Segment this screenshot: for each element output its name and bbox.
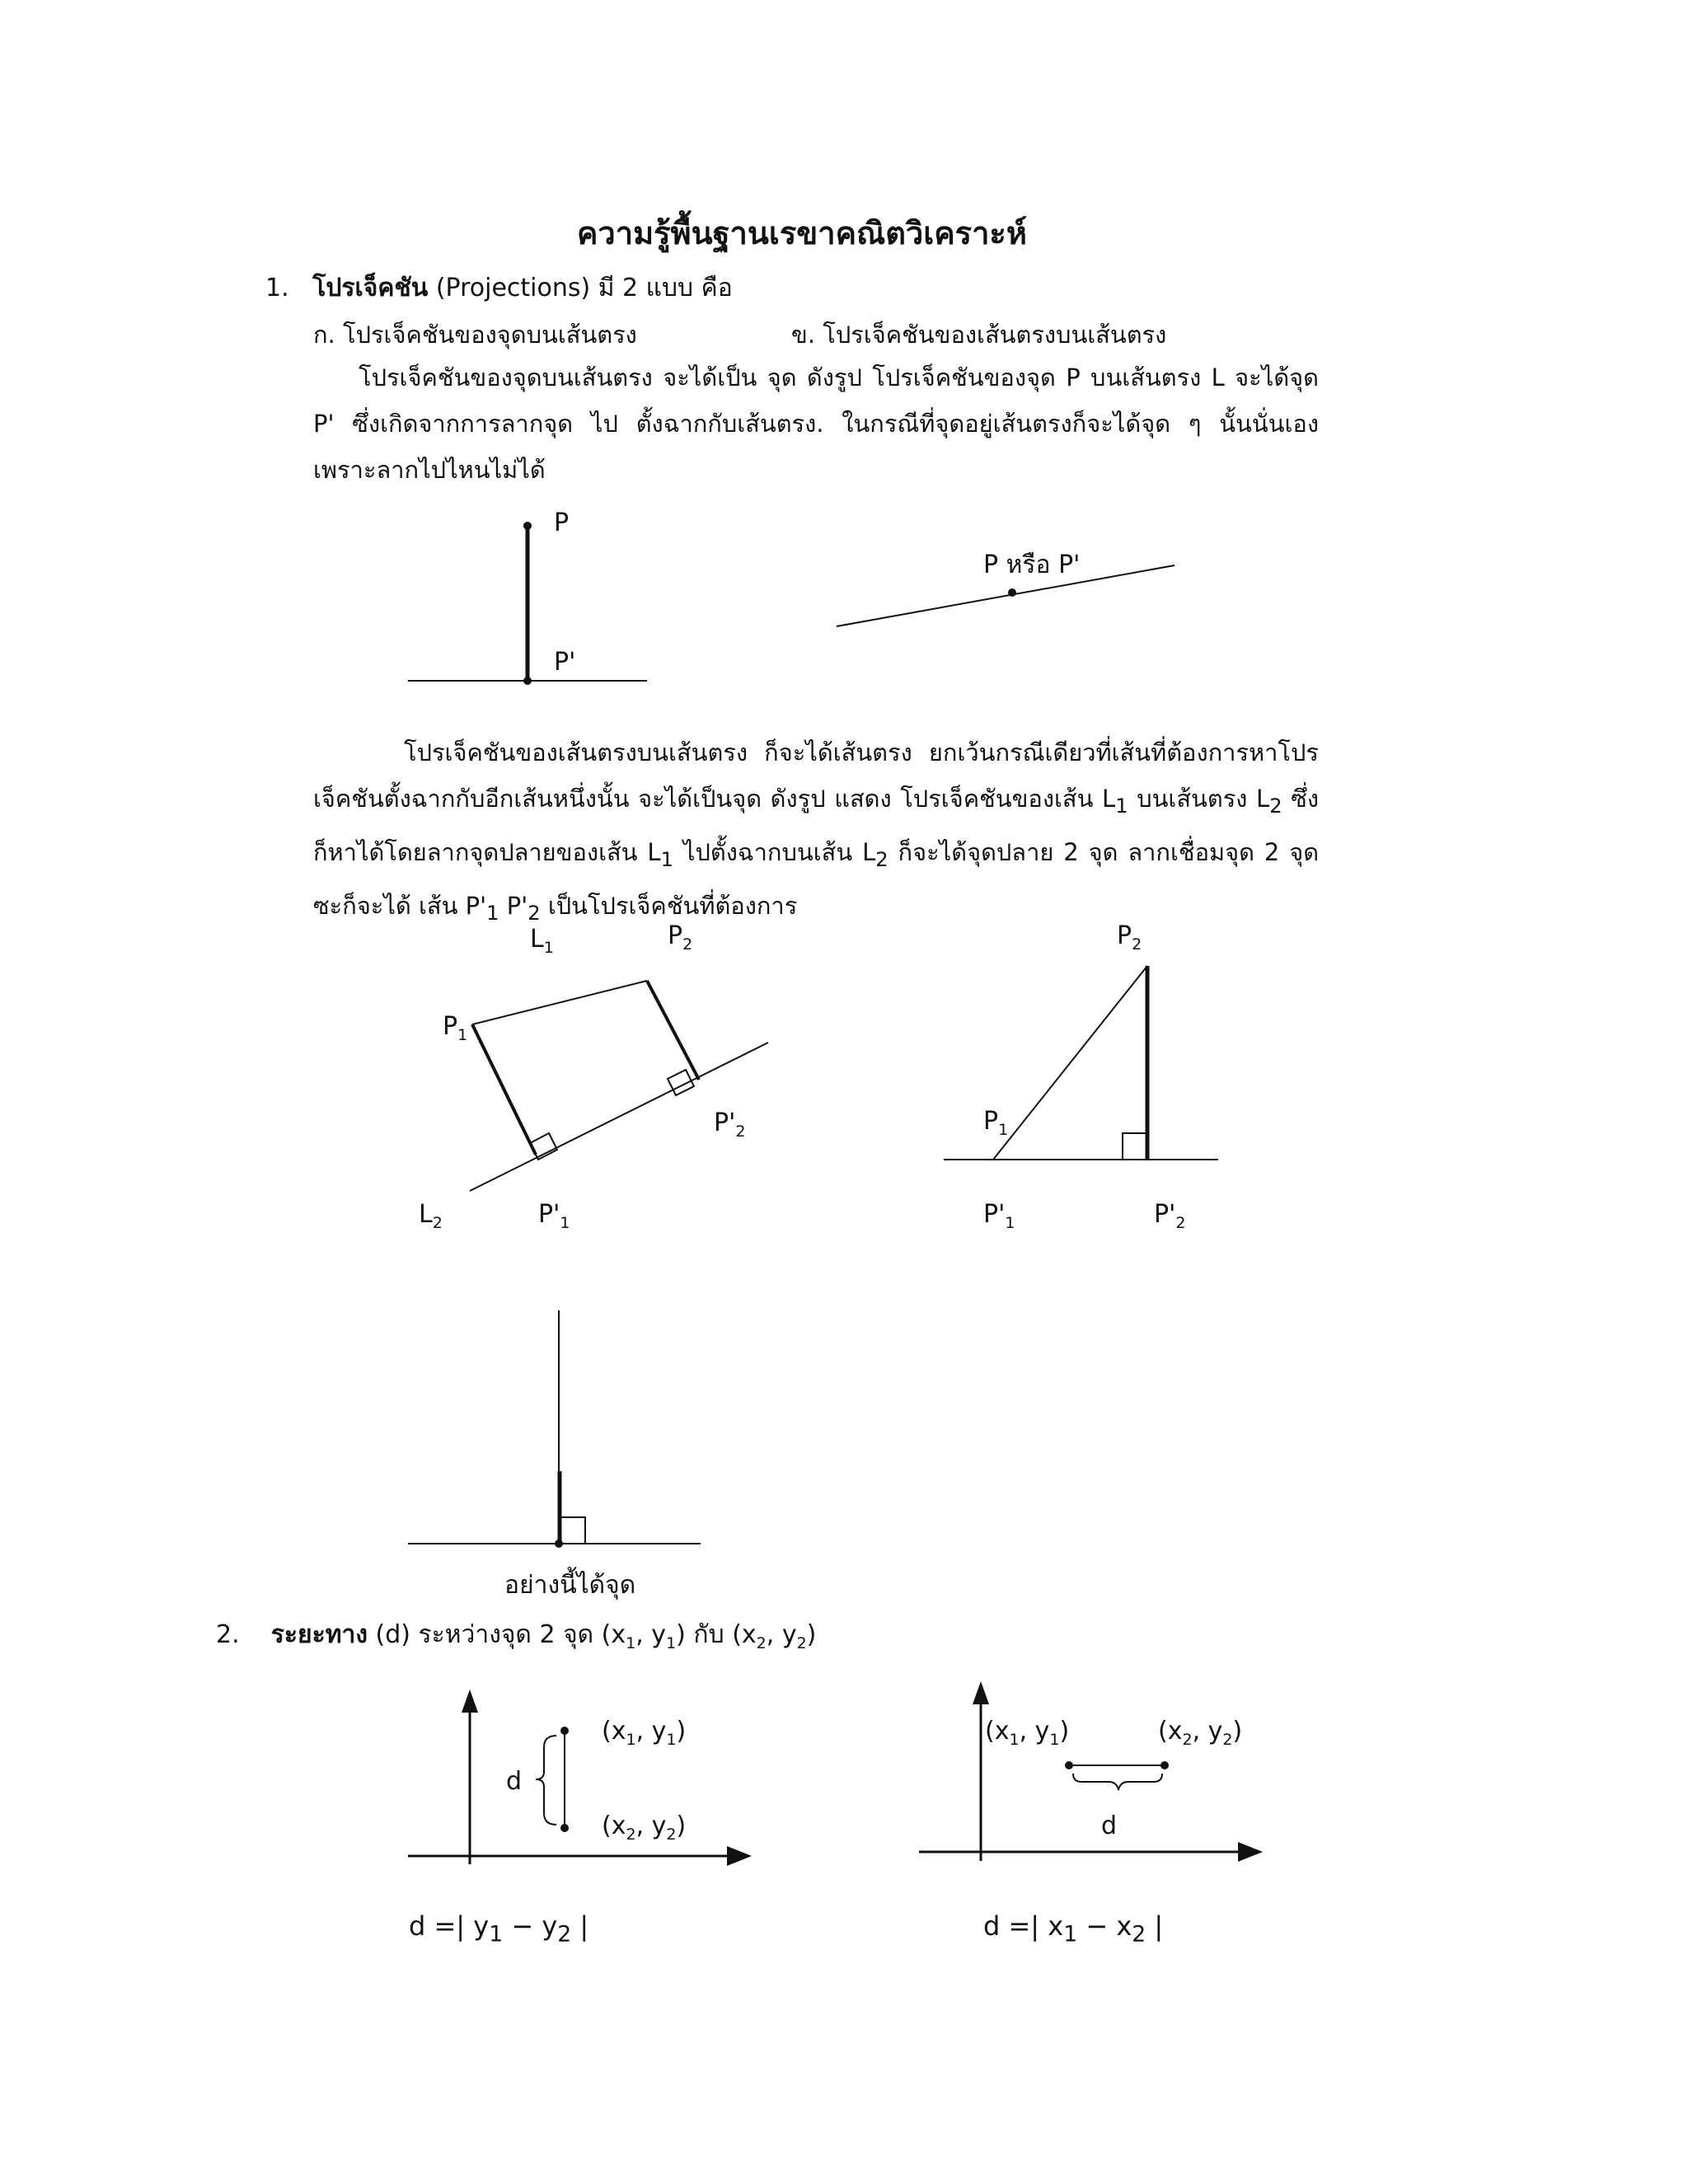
section-1-title: โปรเจ็คชัน <box>312 274 429 302</box>
label-p-or-p-prime: P หรือ P' <box>983 551 1081 579</box>
paragraph-point-projection: โปรเจ็คชันของจุดบนเส้นตรง จะได้เป็น จุด ดังรูป โปรเจ็คชันของจุด P บนเส้นตรง L จะได้จุด P' ซึ่งเกิดจากการลากจุด ไป ตั้งฉากกับเส้นตรง. ในกรณีที่จุดอยู่เส้นตรงก็จะได้จุด ๆ นั้นนั่นเอง เพราะลากไปไหนไม่ได้ <box>313 363 1319 484</box>
label-x2y2-right: ($x_2$, $y_2$) <box>1158 1717 1243 1749</box>
section-2-title: ระยะทาง <box>270 1620 368 1649</box>
label-p1-right: $P_1$ <box>983 1107 1009 1139</box>
paragraph-line-projection: โปรเจ็คชันของเส้นตรงบนเส้นตรง ก็จะได้เส้นตรง ยกเว้นกรณีเดียวที่เส้นที่ต้องการหาโปรเจ็คชันตั้งฉากกับอีกเส้นหนึ่งนั้น จะได้เป็นจุด ดังรูป แสดง โปรเจ็คชันของเส้น $L_1$ บนเส้นตรง $L_2$ ซึ่งก็หาได้โดยลากจุดปลายของเส้น $L_1$ ไปตั้งฉากบนเส้น $L_2$ ก็จะได้จุดปลาย 2 จุด ลากเชื่อมจุด 2 จุดซะก็จะได้ เส้น $P'_1$ $P'_2$ เป็นโปรเจ็คชันที่ต้องการ <box>313 738 1320 925</box>
para2-text-5: ก็จะได้จุดปลาย 2 จุด ลากเชื่อมจุด 2 จุดซะก็จะได้ เส้น <box>313 837 1320 920</box>
para2-text-6: เป็นโปรเจ็คชันที่ต้องการ <box>547 891 798 920</box>
section-1-number: 1. <box>265 274 289 302</box>
label-p1: $P_1$ <box>443 1012 468 1044</box>
section-2-title-suffix: (d) ระหว่างจุด 2 จุด <box>375 1620 594 1649</box>
page-title: ความรู้พื้นฐานเรขาคณิตวิเคราะห์ <box>577 215 1027 251</box>
label-p: P <box>554 509 570 537</box>
item-a: ก. โปรเจ็คชันของจุดบนเส้นตรง <box>313 321 637 349</box>
item-b: ข. โปรเจ็คชันของเส้นตรงบนเส้นตรง <box>791 321 1167 349</box>
para2-text-3: ซึ่งก็หาได้โดยลากจุดปลายของเส้น <box>313 785 1320 866</box>
label-p-prime-2: $P'_2$ <box>714 1108 746 1141</box>
label-p2-right: $P_2$ <box>1117 921 1142 954</box>
section-2-number: 2. <box>216 1620 240 1649</box>
caption-point-result: อย่างนี้ได้จุด <box>504 1571 636 1600</box>
label-d-right: d <box>1101 1811 1118 1840</box>
para2-text-2: บนเส้นตรง <box>1137 785 1248 813</box>
label-x1y1-right: ($x_1$, $y_1$) <box>985 1717 1070 1749</box>
section-2-heading: 2. ระยะทาง (d) ระหว่างจุด 2 จุด ($x_1$, $y_1$) กับ ($x_2$, $y_2$) <box>216 1620 817 1652</box>
formula-vertical-distance: d =| $y_1 - y_2$ | <box>409 1910 589 1947</box>
formula-horizontal-distance: d =| $x_1 - x_2$ | <box>983 1910 1164 1947</box>
label-l1: $L_1$ <box>530 925 554 957</box>
label-l2: $L_2$ <box>419 1200 443 1232</box>
label-p-prime-1-right: $P'_1$ <box>983 1200 1015 1232</box>
para2-text-4: ไปตั้งฉากบนเส้น <box>682 837 853 866</box>
label-d-left: d <box>506 1767 523 1796</box>
label-x2y2-left: ($x_2$, $y_2$) <box>602 1811 687 1844</box>
label-p-prime-1: $P'_1$ <box>538 1200 570 1232</box>
label-p2: $P_2$ <box>668 921 693 954</box>
section-1-title-suffix: (Projections) มี 2 แบบ คือ <box>435 274 733 302</box>
label-x1y1-left: ($x_1$, $y_1$) <box>602 1717 687 1749</box>
label-p-prime-2-right: $P'_2$ <box>1154 1200 1186 1232</box>
label-p-prime: P' <box>554 648 576 677</box>
para2-text-1: โปรเจ็คชันของเส้นตรงบนเส้นตรง ก็จะได้เส้นตรง ยกเว้นกรณีเดียวที่เส้นที่ต้องการหาโปรเจ็คชันตั้งฉากกับอีกเส้นหนึ่งนั้น จะได้เป็นจุด ดังรูป แสดง โปรเจ็คชันของเส้น <box>313 738 1319 813</box>
